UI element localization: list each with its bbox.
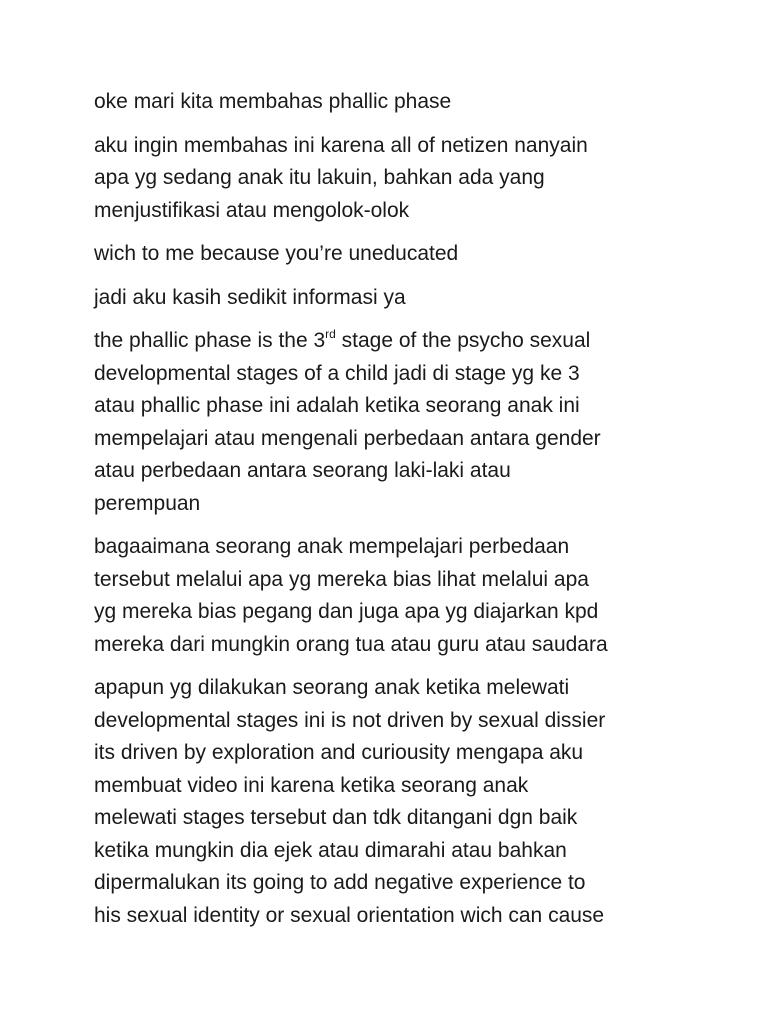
text-line: his sexual identity or sexual orientation wich can cause xyxy=(94,903,605,927)
text-line: developmental stages of a child jadi di stage yg ke 3 xyxy=(94,361,580,385)
text-segment: the phallic phase is the 3 xyxy=(94,329,326,352)
text-line: atau phallic phase ini adalah ketika seorang anak ini xyxy=(94,394,580,417)
document-body xyxy=(94,86,734,943)
text-line: oke mari kita membahas phallic phase xyxy=(94,90,452,113)
paragraph-2 xyxy=(94,130,734,228)
paragraph-5 xyxy=(94,325,734,520)
paragraph-3 xyxy=(94,238,734,271)
text-line: perempuan xyxy=(94,491,201,515)
text-line: mempelajari atau mengenali perbedaan antara gender xyxy=(94,426,601,450)
text-line: dipermalukan its going to add negative experience to xyxy=(94,871,586,894)
ordinal-superscript: rd xyxy=(325,327,336,341)
text-line: ketika mungkin dia ejek atau dimarahi atau bahkan xyxy=(94,838,567,862)
text-line: aku ingin membahas ini karena all of netizen nanyain xyxy=(94,133,588,157)
text-segment: stage of the psycho sexual xyxy=(335,329,591,352)
paragraph-4 xyxy=(94,282,734,315)
text-line: tersebut melalui apa yg mereka bias lihat melalui apa xyxy=(94,567,589,591)
text-line: melewati stages tersebut dan tdk ditangani dgn baik xyxy=(94,806,578,829)
text-line: menjustifikasi atau mengolok-olok xyxy=(94,198,410,222)
text-line: wich to me because you’re uneducated xyxy=(94,242,459,265)
paragraph-7 xyxy=(94,672,734,932)
text-line: apa yg sedang anak itu lakuin, bahkan ada yang xyxy=(94,166,545,189)
text-line: jadi aku kasih sedikit informasi ya xyxy=(94,285,406,309)
text-line: bagaaimana seorang anak mempelajari perbedaan xyxy=(94,535,570,558)
text-line-with-superscript xyxy=(94,325,734,358)
text-line: developmental stages ini is not driven by sexual dissier xyxy=(94,708,606,732)
paragraph-1 xyxy=(94,86,734,119)
text-line: yg mereka bias pegang dan juga apa yg diajarkan kpd xyxy=(94,600,599,623)
text-line: apapun yg dilakukan seorang anak ketika melewati xyxy=(94,676,570,699)
text-line: atau perbedaan antara seorang laki-laki atau xyxy=(94,459,511,482)
text-line: its driven by exploration and curiousity mengapa aku xyxy=(94,741,584,764)
text-line: mereka dari mungkin orang tua atau guru atau saudara xyxy=(94,632,608,656)
paragraph-6 xyxy=(94,531,734,661)
text-line: membuat video ini karena ketika seorang anak xyxy=(94,773,529,797)
